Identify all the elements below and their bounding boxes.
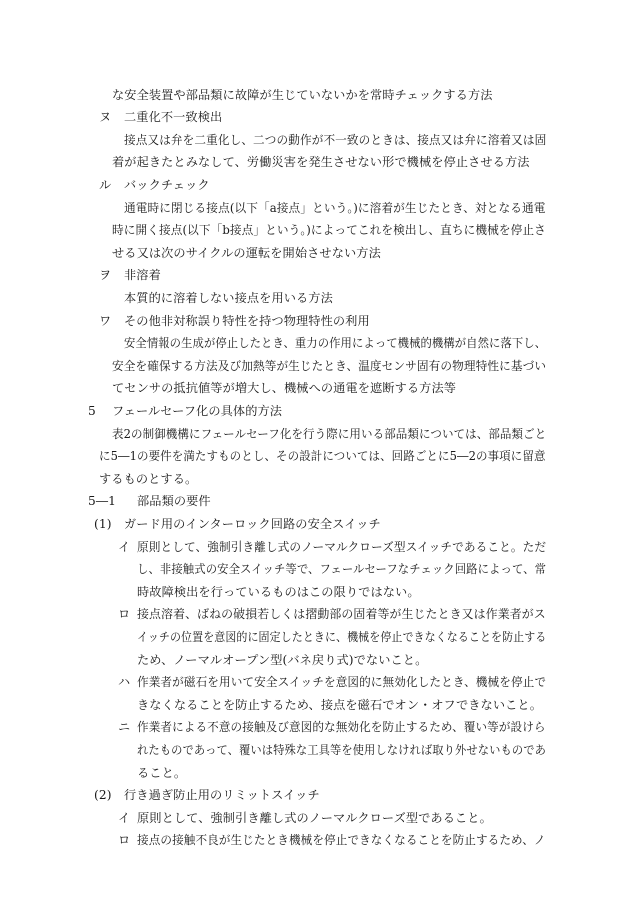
item-number: (2) (94, 788, 112, 802)
heading-text: 二重化不一致検出 (124, 110, 223, 124)
line-text: てセンサの抵抗値等が増大し、機械への通電を遮断する方法等 (112, 381, 457, 395)
text-line (0, 84, 630, 106)
line-text: な安全装置や部品類に故障が生じていないかを常時チェックする方法 (112, 88, 493, 102)
text-line (0, 445, 630, 467)
text-line (0, 355, 630, 377)
list-item (0, 603, 630, 625)
section-number: 5―1 (88, 494, 116, 508)
heading-text: 非溶着 (124, 268, 161, 282)
heading-text: フェールセーフ化の具体的方法 (112, 404, 283, 418)
list-marker: ヌ (99, 110, 112, 124)
list-item (0, 807, 630, 829)
line-text: 時故障検出を行っているものはこの限りではない。 (137, 585, 420, 599)
line-text: に5―1の要件を満たすものとし、その設計については、回路ごとに5―2の事項に留意 (99, 449, 546, 463)
item-heading (0, 784, 630, 806)
line-text: 作業者が磁石を用いて安全スイッチを意図的に無効化したとき、機械を停止で (137, 675, 547, 689)
text-line (0, 581, 630, 603)
line-text: 安全を確保する方法及び加熱等が生じたとき、温度センサ固有の物理特性に基づい (112, 359, 547, 373)
list-heading (0, 310, 630, 332)
line-text: 着が起きたとみなして、労働災害を発生させない形で機械を停止させる方法 (112, 155, 530, 169)
line-text: 作業者による不意の接触及び意図的な無効化を防止するため、覆い等が設けら (137, 720, 546, 734)
text-line (0, 762, 630, 784)
list-marker: ロ (118, 607, 131, 621)
line-text: ため、ノーマルオープン型(バネ戻り式)でないこと。 (137, 653, 428, 667)
list-marker: イ (118, 540, 131, 554)
heading-text: 部品類の要件 (137, 494, 211, 508)
text-line (0, 197, 630, 219)
list-item (0, 829, 630, 851)
text-line (0, 151, 630, 173)
line-text: きなくなることを防止するため、接点を磁石でオン・オフできないこと。 (137, 698, 542, 712)
heading-text: バックチェック (124, 178, 210, 192)
list-marker: ヲ (99, 268, 112, 282)
line-text: 接点又は弁を二重化し、二つの動作が不一致のときは、接点又は弁に溶着又は固 (124, 133, 547, 147)
heading-text: ガード用のインターロック回路の安全スイッチ (124, 517, 381, 531)
line-text: せる又は次のサイクルの運転を開始させない方法 (112, 246, 381, 260)
text-line (0, 423, 630, 445)
text-line (0, 377, 630, 399)
text-line (0, 219, 630, 241)
text-line (0, 242, 630, 264)
list-item (0, 536, 630, 558)
line-text: 本質的に溶着しない接点を用いる方法 (124, 291, 333, 305)
text-line (0, 129, 630, 151)
line-text: 表2の制御機構にフェールセーフ化を行う際に用いる部品類については、部品類ごと (112, 427, 547, 441)
section-number: 5 (88, 404, 96, 418)
subsection-heading (0, 490, 630, 512)
text-line (0, 558, 630, 580)
line-text: れたものであって、覆いは特殊な工具等を使用しなければ取り外せないものであ (137, 743, 546, 757)
text-line (0, 739, 630, 761)
text-line (0, 332, 630, 354)
list-heading (0, 174, 630, 196)
list-item (0, 716, 630, 738)
list-marker: ロ (118, 833, 131, 847)
line-text: ること。 (137, 766, 187, 780)
text-line (0, 468, 630, 490)
item-heading (0, 513, 630, 535)
list-marker: イ (118, 811, 131, 825)
item-number: (1) (94, 517, 112, 531)
section-heading (0, 400, 630, 422)
list-item (0, 671, 630, 693)
text-line (0, 649, 630, 671)
line-text: 接点の接触不良が生じたとき機械を停止できなくなることを防止するため、ノ (137, 833, 546, 847)
list-heading (0, 106, 630, 128)
text-line (0, 694, 630, 716)
line-text: 原則として、強制引き離し式のノーマルクローズ型スイッチであること。ただ (137, 540, 547, 554)
list-marker: ワ (99, 314, 112, 328)
text-line (0, 626, 630, 648)
line-text: し、非接触式の安全スイッチ等で、フェールセーフなチェック回路によって、常 (137, 562, 547, 576)
line-text: 通電時に閉じる接点(以下「a接点」という。)に溶着が生じたとき、対となる通電 (124, 201, 546, 215)
list-marker: ル (99, 178, 112, 192)
line-text: 接点溶着、ばねの破損若しくは摺動部の固着等が生じたとき又は作業者がス (137, 607, 546, 621)
line-text: 時に開く接点(以下「b接点」という。)によってこれを検出し、直ちに機械を停止さ (112, 223, 546, 237)
list-marker: ニ (118, 720, 131, 734)
line-text: するものとする。 (99, 472, 198, 486)
list-marker: ハ (118, 675, 131, 689)
line-text: 安全情報の生成が停止したとき、重力の作用によって機械的機構が自然に落下し、 (124, 336, 547, 350)
heading-text: 行き過ぎ防止用のリミットスイッチ (124, 788, 320, 802)
list-heading (0, 264, 630, 286)
text-line (0, 287, 630, 309)
line-text: 原則として、強制引き離し式のノーマルクローズ型であること。 (137, 811, 492, 825)
line-text: イッチの位置を意図的に固定したときに、機械を停止できなくなることを防止する (137, 630, 547, 644)
heading-text: その他非対称誤り特性を持つ物理特性の利用 (124, 314, 370, 328)
